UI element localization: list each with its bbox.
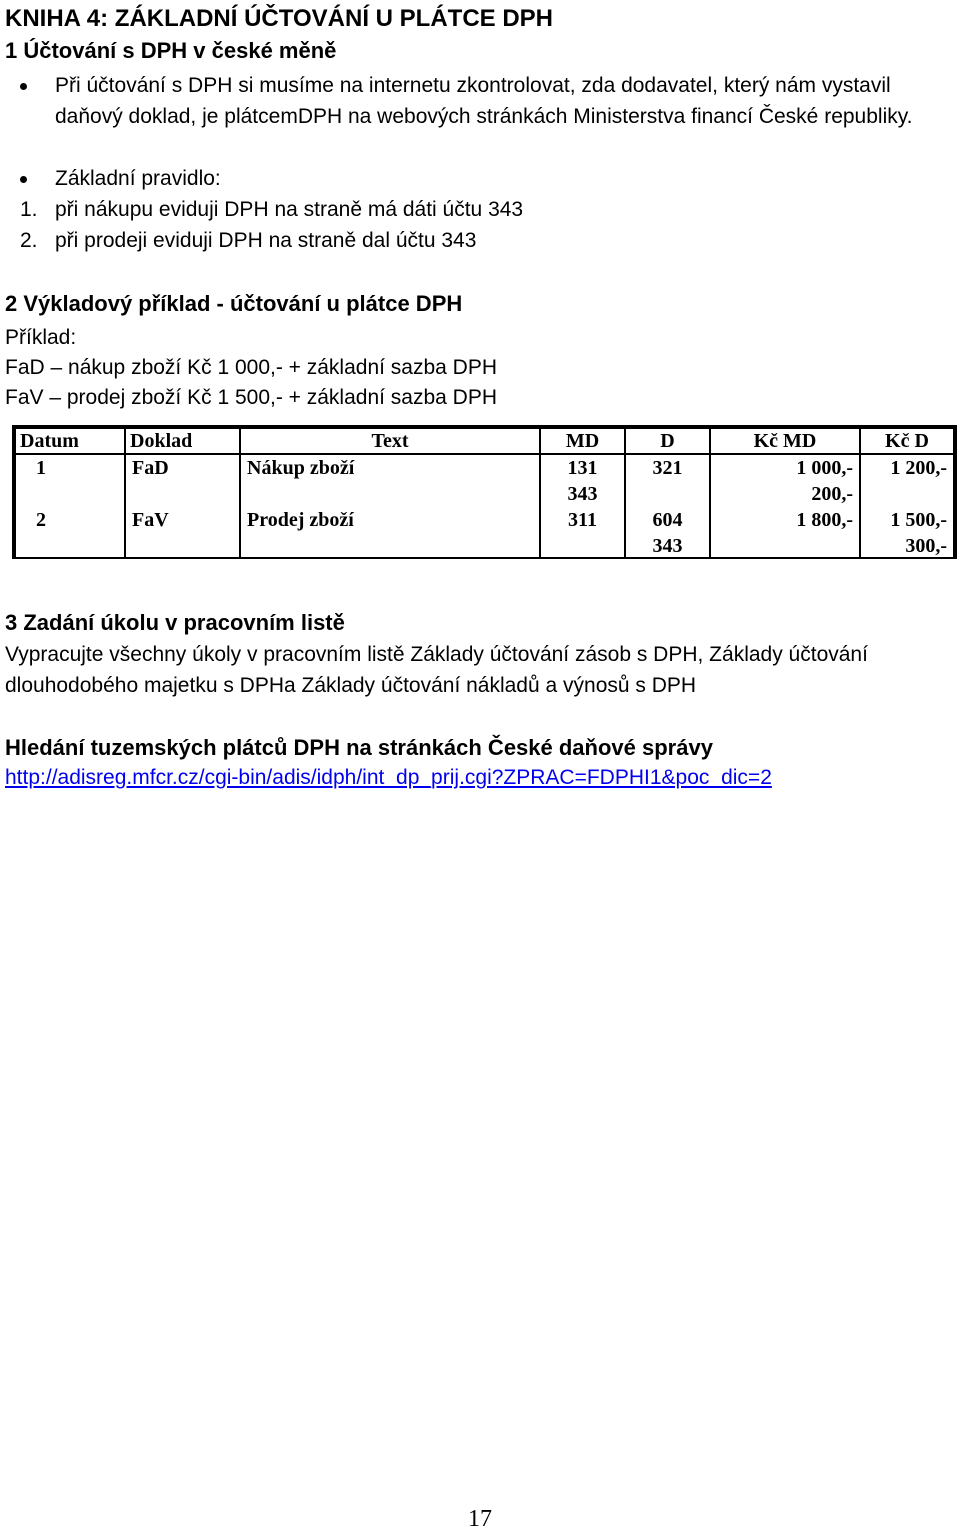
table-row bbox=[15, 507, 954, 559]
column-header-text: Text bbox=[240, 428, 540, 454]
page-title: KNIHA 4: ZÁKLADNÍ ÚČTOVÁNÍ U PLÁTCE DPH bbox=[5, 5, 554, 32]
adisreg-link[interactable]: http://adisreg.mfcr.cz/cgi-bin/adis/idph/int_dp_prij.cgi?ZPRAC=FDPHI1&poc_dic=2 bbox=[5, 766, 772, 789]
column-header-doklad: Doklad bbox=[125, 428, 240, 454]
rule-number: 2. bbox=[20, 229, 38, 252]
table-header-row bbox=[15, 428, 954, 454]
cell-kc-md bbox=[710, 507, 860, 559]
cell-kc-d bbox=[860, 507, 954, 559]
cell-text: Prodej zboží bbox=[240, 507, 540, 559]
cell-datum: 2 bbox=[15, 507, 125, 559]
cell-md bbox=[540, 454, 625, 507]
cell-d-line: 604 bbox=[652, 509, 683, 531]
bullet-icon bbox=[20, 83, 27, 90]
cell-kc-d-line: 1 200,- bbox=[890, 457, 947, 479]
accounting-table bbox=[12, 425, 957, 559]
bullet-icon bbox=[20, 176, 27, 183]
example-line: FaD – nákup zboží Kč 1 000,- + základní sazba DPH bbox=[5, 356, 498, 379]
cell-doklad: FaV bbox=[125, 507, 240, 559]
example-label: Příklad: bbox=[5, 326, 77, 349]
cell-kc-d-line: 300,- bbox=[905, 535, 947, 557]
section-4-heading: Hledání tuzemských plátců DPH na stránkách České daňové správy bbox=[5, 735, 713, 760]
column-header-d: D bbox=[625, 428, 710, 454]
example-line: FaV – prodej zboží Kč 1 500,- + základní sazba DPH bbox=[5, 386, 498, 409]
rule-text: při prodeji eviduji DPH na straně dal účtu 343 bbox=[55, 229, 477, 252]
rule-text: při nákupu eviduji DPH na straně má dáti účtu 343 bbox=[55, 198, 524, 221]
table-row bbox=[15, 454, 954, 507]
section-3-text-line: dlouhodobého majetku s DPHa Základy účtování nákladů a výnosů s DPH bbox=[5, 674, 697, 697]
bullet-text: Při účtování s DPH si musíme na internetu zkontrolovat, zda dodavatel, který nám vystavil daňový doklad, je plátcemDPH na webových stránkách Ministerstva financí České republiky. bbox=[55, 74, 913, 128]
column-header-datum: Datum bbox=[15, 428, 125, 454]
section-2-heading: 2 Výkladový příklad - účtování u plátce DPH bbox=[5, 291, 463, 316]
numbered-rule bbox=[20, 226, 476, 256]
cell-kc-md-line: 200,- bbox=[811, 483, 853, 505]
numbered-rule bbox=[20, 195, 523, 225]
cell-kc-md-line: 1 000,- bbox=[796, 457, 853, 479]
cell-d-line: 343 bbox=[652, 535, 683, 557]
cell-md bbox=[540, 507, 625, 559]
cell-d-line: 321 bbox=[652, 457, 683, 479]
cell-kc-md-line: 1 800,- bbox=[796, 509, 853, 531]
cell-datum: 1 bbox=[15, 454, 125, 507]
cell-md-line: 131 bbox=[567, 457, 598, 479]
section-3-text-line: Vypracujte všechny úkoly v pracovním listě Základy účtování zásob s DPH, Základy účtování bbox=[5, 643, 868, 666]
column-header-kc-d: Kč D bbox=[860, 428, 954, 454]
cell-kc-d bbox=[860, 454, 954, 507]
cell-d bbox=[625, 454, 710, 507]
cell-kc-d-line: 1 500,- bbox=[890, 509, 947, 531]
section-3-heading: 3 Zadání úkolu v pracovním listě bbox=[5, 610, 345, 635]
section-1-heading: 1 Účtování s DPH v české měně bbox=[5, 38, 337, 63]
cell-text: Nákup zboží bbox=[240, 454, 540, 507]
column-header-kc-md: Kč MD bbox=[710, 428, 860, 454]
cell-doklad: FaD bbox=[125, 454, 240, 507]
cell-md-line: 311 bbox=[568, 509, 597, 531]
page-number: 17 bbox=[468, 1506, 492, 1532]
cell-kc-md bbox=[710, 454, 860, 507]
column-header-md: MD bbox=[540, 428, 625, 454]
bullet-text: Základní pravidlo: bbox=[55, 167, 221, 190]
cell-d bbox=[625, 507, 710, 559]
cell-md-line: 343 bbox=[567, 483, 598, 505]
rule-number: 1. bbox=[20, 198, 38, 221]
